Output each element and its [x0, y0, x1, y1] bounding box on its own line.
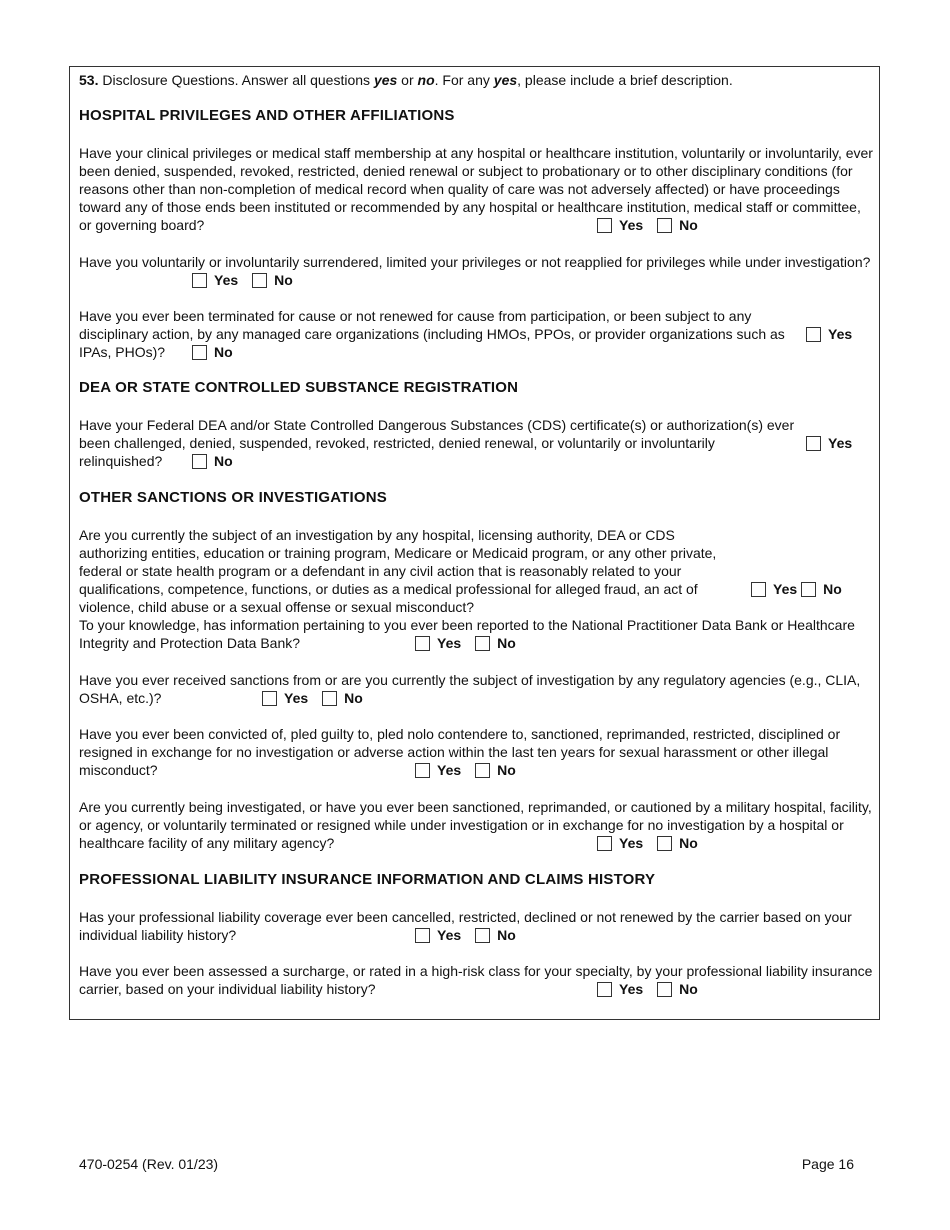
no-option[interactable]: No [322, 690, 377, 706]
no-option[interactable]: No [192, 452, 233, 470]
no-checkbox[interactable] [322, 691, 337, 706]
no-option[interactable]: No [475, 762, 530, 778]
question-text: Have you ever been assessed a surcharge, or rated in a high-risk class for your specialty, by your professional liability insurance carrier, based on your individual liability history? [79, 963, 873, 997]
section-heading-dea: DEA OR STATE CONTROLLED SUBSTANCE REGISTRATION [79, 379, 519, 396]
section-heading-liability: PROFESSIONAL LIABILITY INSURANCE INFORMATION AND CLAIMS HISTORY [79, 871, 656, 888]
yes-checkbox[interactable] [751, 582, 766, 597]
section-heading-sanctions: OTHER SANCTIONS OR INVESTIGATIONS [79, 489, 388, 506]
page-number: Page 16 [801, 1156, 854, 1172]
no-checkbox[interactable] [192, 345, 207, 360]
no-option[interactable]: No [475, 635, 530, 651]
yes-checkbox[interactable] [597, 218, 612, 233]
yes-no-options [415, 761, 530, 779]
yes-option[interactable]: Yes [262, 690, 322, 706]
yes-option[interactable]: Yes [415, 927, 475, 943]
question-text: Have you ever been terminated for cause or not renewed for cause from participation, or been subject to any disciplinary action, by any managed care organizations (including HMOs, PPOs, or provider organizations such as IPAs, PHOs)? [79, 308, 785, 360]
section-heading-hospital: HOSPITAL PRIVILEGES AND OTHER AFFILIATIONS [79, 107, 455, 124]
yes-checkbox[interactable] [192, 273, 207, 288]
no-checkbox[interactable] [657, 982, 672, 997]
form-number: 470-0254 (Rev. 01/23) [79, 1156, 219, 1172]
yes-no-options [597, 216, 712, 234]
yes-no-options [415, 634, 530, 652]
no-option[interactable]: No [801, 581, 856, 597]
no-checkbox[interactable] [657, 836, 672, 851]
no-checkbox[interactable] [657, 218, 672, 233]
no-checkbox[interactable] [801, 582, 816, 597]
yes-option[interactable]: Yes [597, 217, 657, 233]
question-text: Have your clinical privileges or medical staff membership at any hospital or healthcare institution, voluntarily or involuntarily, ever been denied, suspended, revoked, restricted, denied renewal or subject to probationary or to other disciplinary conditions (for reasons other than non-completion of medical record when quality of care was not adversely affected) or have proceedings toward any of those ends been instituted or recommended by any hospital or healthcare institution, medical staff or committee, or governing board? [79, 145, 873, 233]
question-text: Have you ever received sanctions from or are you currently the subject of investigation by any regulatory agencies (e.g., CLIA, OSHA, etc.)? [79, 672, 861, 706]
question-text: Are you currently being investigated, or have you ever been sanctioned, reprimanded, or cautioned by a military hospital, facility, or agency, or voluntarily terminated or resigned while under investigation or in exchange for no investigation by a hospital or healthcare facility of any military agency? [79, 799, 872, 851]
yes-checkbox[interactable] [597, 836, 612, 851]
no-checkbox[interactable] [475, 636, 490, 651]
no-checkbox[interactable] [475, 928, 490, 943]
yes-option[interactable]: Yes [415, 762, 475, 778]
yes-checkbox[interactable] [262, 691, 277, 706]
no-option[interactable]: No [252, 272, 307, 288]
question-text: Have you voluntarily or involuntarily surrendered, limited your privileges or not reapplied for privileges while under investigation? [79, 254, 871, 270]
yes-no-options [597, 980, 712, 998]
no-checkbox[interactable] [475, 763, 490, 778]
yes-option[interactable]: Yes [751, 581, 801, 597]
disclosure-form [69, 66, 880, 1020]
no-option[interactable]: No [475, 927, 530, 943]
yes-checkbox[interactable] [597, 982, 612, 997]
no-option[interactable]: No [657, 835, 712, 851]
yes-option[interactable]: Yes [192, 272, 252, 288]
question-text: Have your Federal DEA and/or State Controlled Dangerous Substances (CDS) certificate(s) or authorization(s) ever been challenged, denied, suspended, revoked, restricted, denied renewal, or voluntarily or involuntarily relinquished? [79, 417, 795, 469]
yes-no-options [597, 834, 712, 852]
yes-option[interactable]: Yes [597, 835, 657, 851]
no-checkbox[interactable] [192, 454, 207, 469]
yes-no-options [415, 926, 530, 944]
yes-no-options [751, 580, 856, 598]
yes-checkbox[interactable] [415, 928, 430, 943]
intro-text: 53. Disclosure Questions. Answer all questions yes or no. For any yes, please include a brief description. [79, 72, 733, 88]
yes-option[interactable]: Yes [415, 635, 475, 651]
no-option[interactable]: No [657, 217, 712, 233]
question-text: To your knowledge, has information pertaining to you ever been reported to the National Practitioner Data Bank or Healthcare Integrity and Protection Data Bank? [79, 617, 855, 651]
yes-option[interactable]: Yes [597, 981, 657, 997]
yes-option[interactable]: Yes [806, 325, 852, 343]
yes-checkbox[interactable] [806, 327, 821, 342]
yes-checkbox[interactable] [806, 436, 821, 451]
yes-option[interactable]: Yes [806, 434, 852, 452]
no-checkbox[interactable] [252, 273, 267, 288]
question-text: Have you ever been convicted of, pled guilty to, pled nolo contendere to, sanctioned, reprimanded, restricted, disciplined or resigned in exchange for no investigation or adverse action within the last ten years for sexual harassment or other illegal misconduct? [79, 726, 841, 778]
yes-no-options [262, 689, 377, 707]
yes-checkbox[interactable] [415, 636, 430, 651]
question-text: Has your professional liability coverage ever been cancelled, restricted, declined or not renewed by the carrier based on your individual liability history? [79, 909, 852, 943]
no-option[interactable]: No [192, 343, 233, 361]
yes-no-options [192, 271, 307, 289]
no-option[interactable]: No [657, 981, 712, 997]
question-text: Are you currently the subject of an investigation by any hospital, licensing authority, DEA or CDS authorizing entities, education or training program, Medicare or Medicaid program, or any other private, federal or state health program or a defendant in any civil action that is reasonably related to your qualifications, competence, functions, or duties as a medical professional for alleged fraud, an act of violence, child abuse or a sexual offense or sexual misconduct? [79, 527, 717, 615]
yes-checkbox[interactable] [415, 763, 430, 778]
